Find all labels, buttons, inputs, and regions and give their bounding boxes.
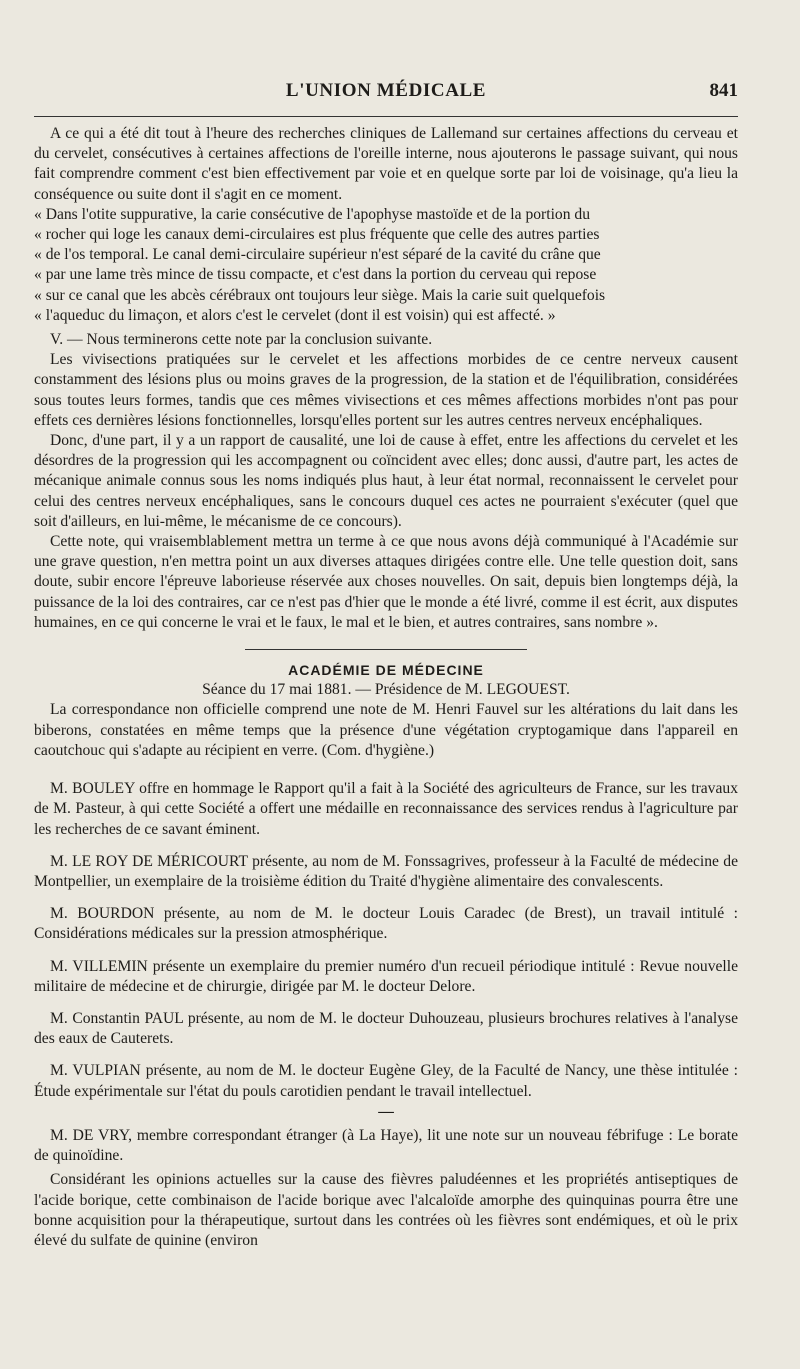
separator-dash: — xyxy=(378,1102,394,1120)
quote-line: « sur ce canal que les abcès cérébraux ont toujours leur siège. Mais la carie suit quelquefois xyxy=(34,286,606,304)
paragraph-bourdon: M. BOURDON présente, au nom de M. le docteur Louis Caradec (de Brest), un travail intitulé : Considérations médicales sur la pression atmosphérique. xyxy=(34,905,738,943)
header-rule xyxy=(34,116,738,117)
paragraph-le-roy: M. LE ROY DE MÉRICOURT présente, au nom de M. Fonssagrives, professeur à la Faculté de médecine de Montpellier, un exemplaire de la troisième édition du Traité d'hygiène alimentaire des convalescents. xyxy=(34,852,738,890)
paragraph-considerant: Considérant les opinions actuelles sur la cause des fièvres paludéennes et les propriétés antiseptiques de l'acide borique, cette combinaison de l'acide borique avec l'alcaloïde amorphe des quinquinas pourra être une bonne acquisition pour la thérapeutique, surtout dans les contrées où les fièvres sont endémiques, et où le prix élevé du sulfate de quinine (environ xyxy=(34,1171,738,1249)
paragraph-correspondance: La correspondance non officielle comprend une note de M. Henri Fauvel sur les altérations du lait dans les biberons, constatées en même temps que la présence d'une végétation cryptogamique dans l'appareil en caoutchouc qui s'adapte au récipient en verre. (Com. d'hygiène.) xyxy=(34,701,738,759)
quote-line: « rocher qui loge les canaux demi-circulaires est plus fréquente que celle des autres parties xyxy=(34,226,600,244)
body-text xyxy=(34,124,738,1251)
running-head xyxy=(34,80,738,108)
paragraph-conclusion-intro: V. — Nous terminerons cette note par la conclusion suivante. xyxy=(50,331,433,349)
block-quote xyxy=(34,205,738,326)
paragraph-villemin: M. VILLEMIN présente un exemplaire du premier numéro d'un recueil périodique intitulé : Revue nouvelle militaire de médecine et de chirurgie, dirigée par M. le docteur Delore. xyxy=(34,957,738,995)
paragraph-causalite: Donc, d'une part, il y a un rapport de causalité, une loi de cause à effet, entre les affections du cervelet et les désordres de la progression qui les accompagnent ou coïncident avec elles; donc aussi, d'autre part, les actes de mécanique animale connus sous les noms indiqués plus haut, à leur état normal, reconnaissent le cervelet pour celui des centres nerveux encéphaliques, sans le concours duquel ces actes ne pourraient s'exécuter (quel que soit d'ailleurs, en lui-même, le mécanisme de ce concours). xyxy=(34,432,738,530)
quote-line: « Dans l'otite suppurative, la carie consécutive de l'apophyse mastoïde et de la portion du xyxy=(34,205,590,223)
paragraph-vulpian: M. VULPIAN présente, au nom de M. le docteur Eugène Gley, de la Faculté de Nancy, une thèse intitulée : Étude expérimentale sur l'état du pouls carotidien pendant le travail intellectuel. xyxy=(34,1062,738,1100)
paragraph-cette-note: Cette note, qui vraisemblablement mettra un terme à ce que nous avons déjà communiqué à l'Académie sur une grave question, n'en mettra point un aux diverses attaques dirigées contre elle. Une telle question doit, sans doute, subir encore l'épreuve laborieuse réservée aux choses nouvelles. On sait, depuis bien longtemps déjà, la puissance de la loi des contraires, car ce n'est pas d'hier que le monde a été livré, comme il est écrit, aux disputes humaines, en ce qui concerne le vrai et le faux, le mal et le bien, et autres contraires, sans nombre ». xyxy=(34,533,738,631)
paragraph-bouley: M. BOULEY offre en hommage le Rapport qu'il a fait à la Société des agriculteurs de France, sur les travaux de M. Pasteur, à qui cette Société a offert une médaille en reconnaissance des services rendus à l'agriculture par les recherches de ce savant éminent. xyxy=(34,780,738,838)
paragraph-lallemand: A ce qui a été dit tout à l'heure des recherches cliniques de Lallemand sur certaines affections du cerveau et du cervelet, consécutives à certaines affections de l'oreille interne, nous ajouterons le passage suivant, qui nous fait comprendre comment c'est bien effectivement par voie et en quelque sorte par loi de voisinage, qu'a lieu la conséquence ou suite dont il s'agit en ce moment. xyxy=(34,125,738,203)
journal-title: L'UNION MÉDICALE xyxy=(285,80,487,101)
quote-line: « l'aqueduc du limaçon, et alors c'est le cervelet (dont il est voisin) qui est affecté. » xyxy=(34,306,556,324)
paragraph-paul: M. Constantin PAUL présente, au nom de M. le docteur Duhouzeau, plusieurs brochures relatives à l'analyse des eaux de Cauterets. xyxy=(34,1009,738,1048)
section-title: ACADÉMIE DE MÉDECINE xyxy=(288,662,484,679)
paragraph-vivisections: Les vivisections pratiquées sur le cervelet et les affections morbides de ce centre nerveux causent constamment des lésions plus ou moins graves de la progression, de la station et de l'équilibration, considérées sous toutes leurs formes, tandis que ces mêmes vivisections et ces mêmes affections morbides n'ont pas pour effets ces dernières lésions fonctionnelles, lorsqu'elles portent sur les autres centres nerveux encéphaliques. xyxy=(34,351,738,429)
page-number: 841 xyxy=(709,80,738,101)
quote-line: « de l'os temporal. Le canal demi-circulaire supérieur n'est séparé de la cavité du crâne que xyxy=(34,246,601,264)
section-rule xyxy=(245,649,527,650)
quote-line: « par une lame très mince de tissu compacte, et c'est dans la portion du cerveau qui repose xyxy=(34,266,597,284)
session-line: Séance du 17 mai 1881. — Présidence de M. LEGOUEST. xyxy=(202,681,570,699)
paragraph-de-vry: M. DE VRY, membre correspondant étranger (à La Haye), lit une note sur un nouveau fébrifuge : Le borate de quinoïdine. xyxy=(34,1126,738,1165)
